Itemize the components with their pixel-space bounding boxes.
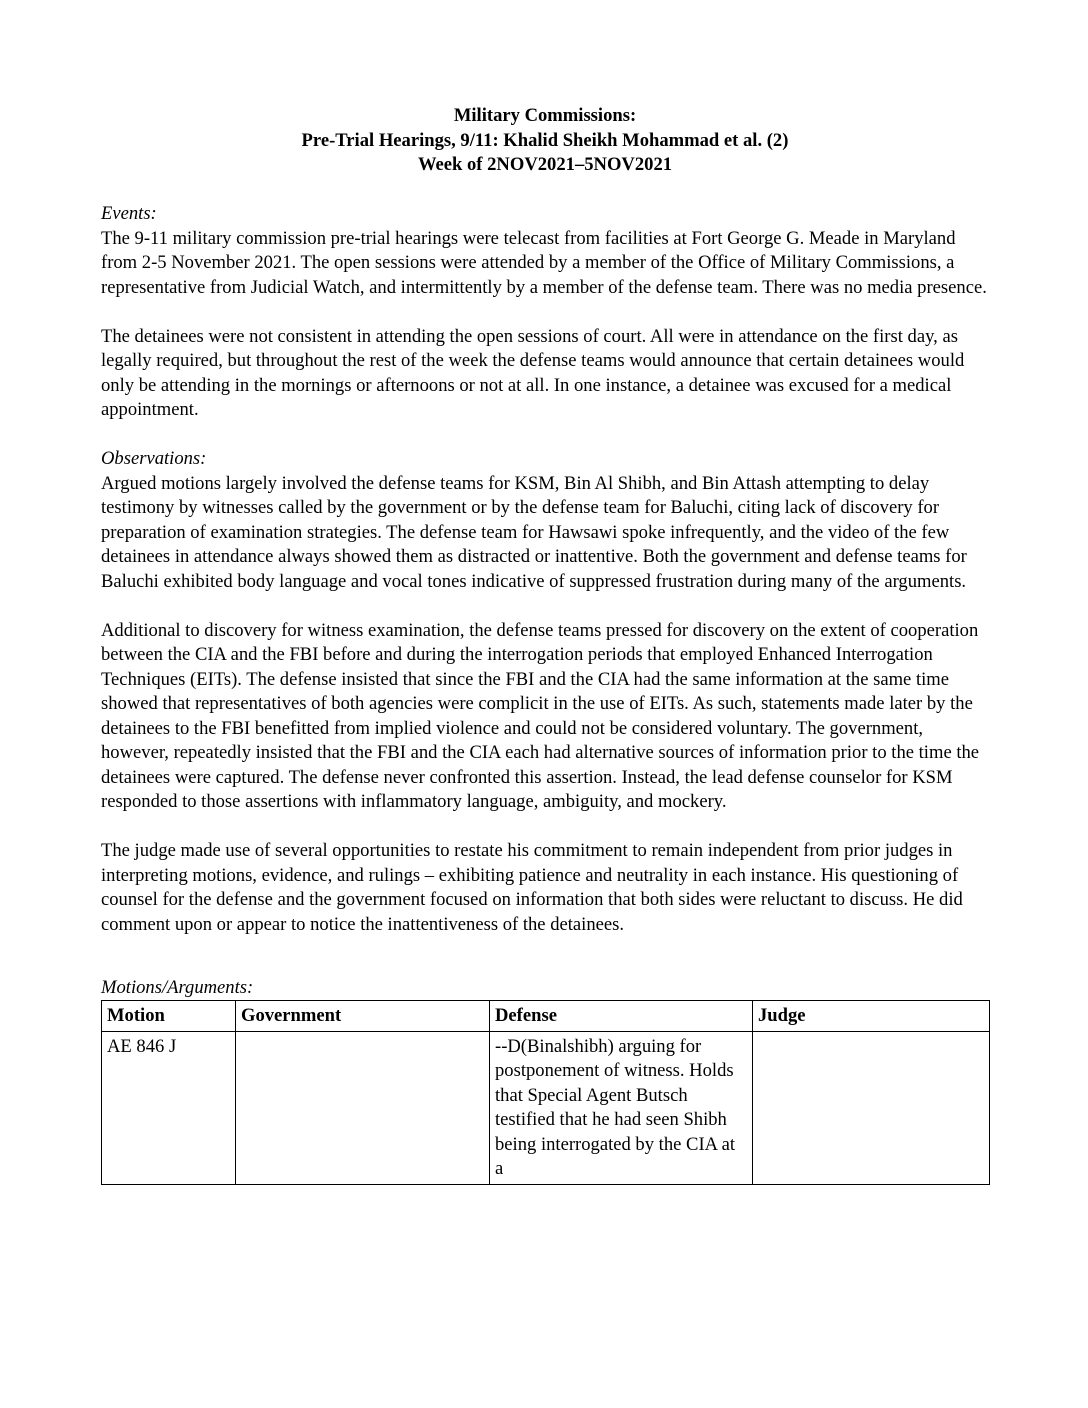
cell-motion: AE 846 J xyxy=(102,1031,236,1184)
motions-table xyxy=(101,1000,990,1185)
motions-label: Motions/Arguments: xyxy=(101,976,254,998)
column-header-defense: Defense xyxy=(490,1001,753,1032)
title-line-3: Week of 2NOV2021–5NOV2021 xyxy=(417,154,673,175)
events-paragraph: The 9-11 military commission pre-trial hearings were telecast from facilities at Fort George G. Meade in Maryland from 2-5 November 2021. The open sessions were attended by a member of the Office of Military Commissions, a representative from Judicial Watch, and intermittently by a member of the defense team. There was no media presence. xyxy=(101,227,987,298)
column-header-motion: Motion xyxy=(102,1001,236,1032)
document-title xyxy=(101,104,989,178)
events-section xyxy=(101,202,989,423)
title-line-2: Pre-Trial Hearings, 9/11: Khalid Sheikh Mohammad et al. (2) xyxy=(301,129,789,151)
column-header-judge: Judge xyxy=(753,1001,990,1032)
cell-government xyxy=(236,1031,490,1184)
cell-defense: --D(Binalshibh) arguing for postponement of witness. Holds that Special Agent Butsch testified that he had seen Shibh being interrogated by the CIA at a xyxy=(490,1031,753,1184)
column-header-government: Government xyxy=(236,1001,490,1032)
table-row xyxy=(102,1031,990,1184)
observations-paragraph: Argued motions largely involved the defense teams for KSM, Bin Al Shibh, and Bin Attash attempting to delay testimony by witnesses called by the government or by the defense team for Baluchi, citing lack of discovery for preparation of examination strategies. The defense team for Hawsawi spoke infrequently, and the video of the few detainees in attendance always showed them as distracted or inattentive. Both the government and defense teams for Baluchi exhibited body language and vocal tones indicative of suppressed frustration during many of the arguments. xyxy=(101,472,967,592)
events-paragraph: The detainees were not consistent in attending the open sessions of court. All were in attendance on the first day, as legally required, but throughout the rest of the week the defense teams would announce that certain detainees would only be attending in the mornings or afternoons or not at all. In one instance, a detainee was excused for a medical appointment. xyxy=(101,325,965,420)
cell-judge xyxy=(753,1031,990,1184)
observations-paragraph: Additional to discovery for witness examination, the defense teams pressed for discovery on the extent of cooperation between the CIA and the FBI before and during the interrogation periods that employed Enhanced Interrogation Techniques (EITs). The defense insisted that since the FBI and the CIA had the same information at the same time showed that representatives of both agencies were complicit in the use of EITs. As such, statements made later by the detainees to the FBI benefitted from implied violence and could not be considered voluntary. The government, however, repeatedly insisted that the FBI and the CIA each had alternative sources of information prior to the time the detainees were captured. The defense never confronted this assertion. Instead, the lead defense counselor for KSM responded to those assertions with inflammatory language, ambiguity, and mockery. xyxy=(101,619,980,812)
title-line-1: Military Commissions: xyxy=(453,105,637,126)
motions-section xyxy=(101,976,989,1185)
document-page xyxy=(101,104,989,1185)
events-label: Events: xyxy=(101,203,157,224)
observations-paragraph: The judge made use of several opportunities to restate his commitment to remain independent from prior judges in interpreting motions, evidence, and rulings – exhibiting patience and neutrality in each instance. His questioning of counsel for the defense and the government focused on information that both sides were reluctant to discuss. He did comment upon or appear to notice the inattentiveness of the detainees. xyxy=(101,840,963,935)
observations-section xyxy=(101,447,989,937)
table-header-row xyxy=(102,1001,990,1032)
observations-label: Observations: xyxy=(101,448,207,469)
